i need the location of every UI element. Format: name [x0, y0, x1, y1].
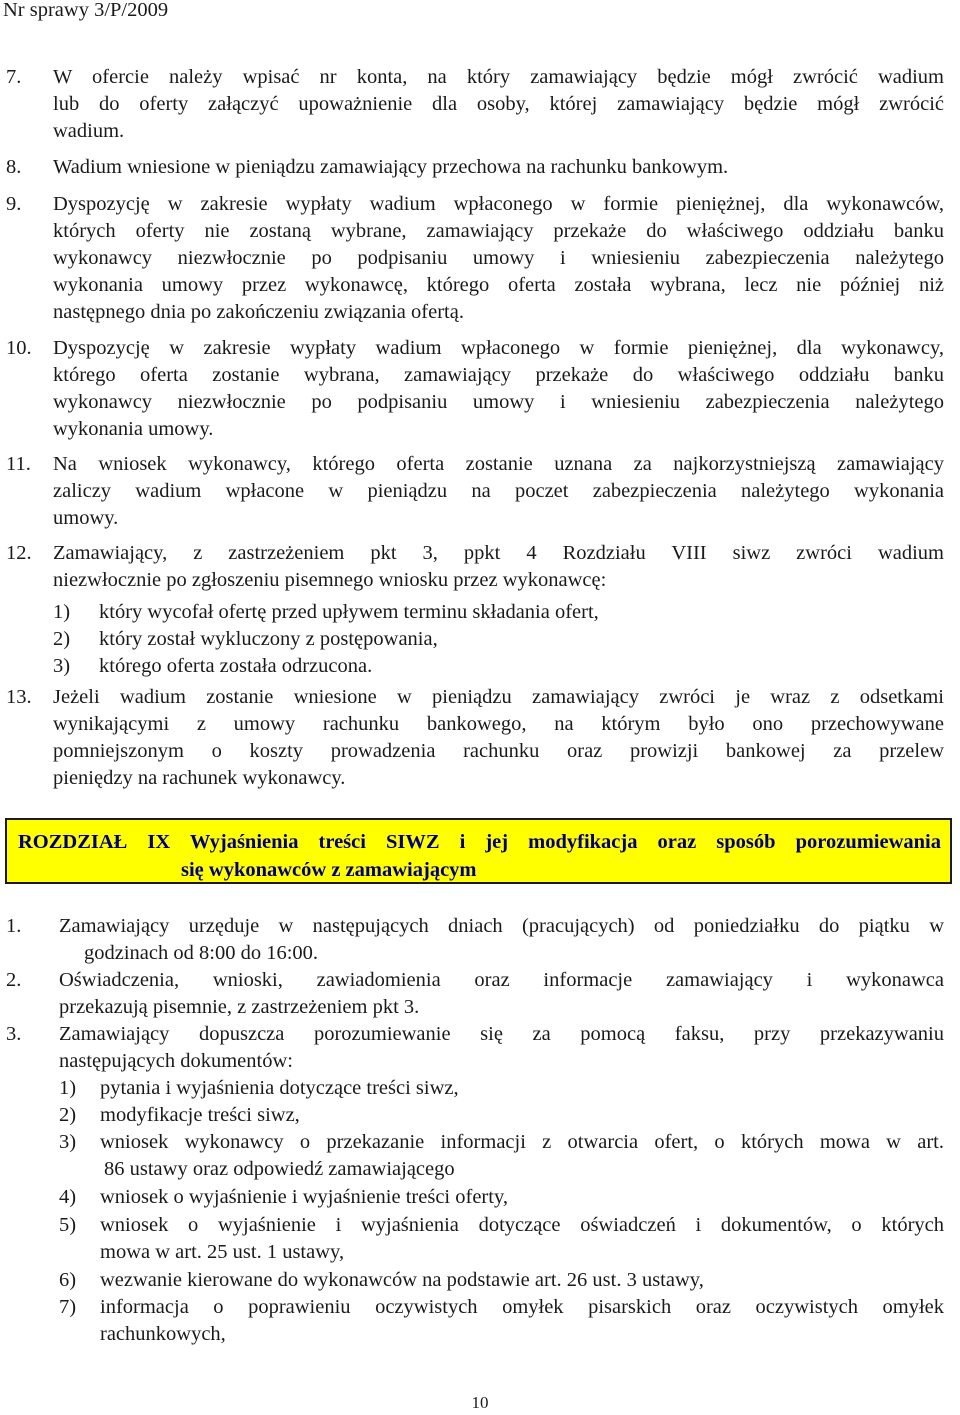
- chapter-item-3: [6, 1021, 944, 1075]
- sub-item-number: 3): [59, 1131, 77, 1153]
- sub-item-text: mowa w art. 25 ust. 1 ustawy,: [100, 1241, 345, 1263]
- item-text-line: lub do oferty załączyć upoważnienie dla osoby, której zamawiający będzie mógł zwrócić: [53, 93, 944, 115]
- sub-item-number: 1): [53, 601, 71, 623]
- sub-item-text: rachunkowych,: [100, 1323, 226, 1345]
- item-text-line: wykonania umowy przez wykonawcę, którego oferta została wybrana, lecz nie później niż: [53, 274, 944, 296]
- item-text-line: wykonawcy niezwłocznie po podpisaniu umowy i wniesieniu zabezpieczenia należytego: [53, 247, 944, 269]
- sub-item-text: wniosek wykonawcy o przekazanie informacji z otwarcia ofert, o których mowa w art.: [100, 1131, 944, 1153]
- sub-item-3-1: [59, 1075, 944, 1102]
- list-item-13: [6, 684, 944, 792]
- sub-item-text: którego oferta została odrzucona.: [99, 655, 373, 677]
- item-text-line: Dyspozycję w zakresie wypłaty wadium wpłaconego w formie pieniężnej, dla wykonawców,: [53, 193, 944, 215]
- item-number: 12.: [6, 542, 32, 564]
- item-text-line: niezwłocznie po zgłoszeniu pisemnego wniosku przez wykonawcę:: [53, 569, 607, 591]
- item-text-line: pomniejszonym o koszty prowadzenia rachunku oraz prowizji bankowej za przelew: [53, 740, 944, 762]
- list-item-10: [6, 335, 944, 443]
- item-text-line: Zamawiający dopuszcza porozumiewanie się za pomocą faksu, przy przekazywaniu: [59, 1023, 944, 1045]
- page-number: 10: [471, 1393, 489, 1412]
- chapter-heading-line: ROZDZIAŁ IX Wyjaśnienia treści SIWZ i jej modyfikacja oraz sposób porozumiewania: [18, 831, 941, 853]
- item-number: 9.: [6, 193, 22, 215]
- item-text-line: godzinach od 8:00 do 16:00.: [84, 942, 319, 964]
- sub-item-number: 2): [59, 1104, 77, 1126]
- item-text-line: umowy.: [53, 507, 119, 529]
- item-text-line: Jeżeli wadium zostanie wniesione w pieniądzu zamawiający zwróci je wraz z odsetkami: [53, 686, 944, 708]
- item-text-line: Zamawiający, z zastrzeżeniem pkt 3, ppkt 4 Rozdziału VIII siwz zwróci wadium: [53, 542, 944, 564]
- item-number: 1.: [6, 915, 22, 937]
- chapter-heading-banner: [5, 818, 952, 884]
- item-number: 13.: [6, 686, 32, 708]
- sub-item-number: 1): [59, 1077, 77, 1099]
- sub-item-3-2: [59, 1102, 944, 1129]
- item-text-line: Oświadczenia, wnioski, zawiadomienia oraz informacje zamawiający i wykonawca: [59, 969, 944, 991]
- sub-item-number: 3): [53, 655, 71, 677]
- list-item-7-cont: [53, 91, 944, 145]
- sub-item-number: 7): [59, 1296, 77, 1318]
- item-text-line: następujących dokumentów:: [59, 1050, 293, 1072]
- item-text-line: wykonania umowy.: [53, 418, 214, 440]
- sub-item-3-5: [59, 1212, 944, 1266]
- item-text-line: Dyspozycję w zakresie wypłaty wadium wpłaconego w formie pieniężnej, dla wykonawcy,: [53, 337, 944, 359]
- sub-item-text: który został wykluczony z postępowania,: [99, 628, 438, 650]
- sub-item-text: wniosek o wyjaśnienie i wyjaśnienia dotyczące oświadczeń i dokumentów, o których: [100, 1214, 944, 1236]
- item-number: 3.: [6, 1023, 22, 1045]
- item-text-line: Na wniosek wykonawcy, którego oferta zostanie uznana za najkorzystniejszą zamawiający: [53, 453, 944, 475]
- item-number: 10.: [6, 337, 32, 359]
- chapter-item-1: [6, 913, 944, 967]
- list-item-12: [6, 540, 944, 594]
- list-item-8: [6, 154, 944, 181]
- item-text-line: następnego dnia po zakończeniu związania ofertą.: [53, 301, 464, 323]
- sub-item-3-7: [59, 1294, 944, 1348]
- case-number-header: Nr sprawy 3/P/2009: [3, 0, 169, 21]
- sub-item-text: pytania i wyjaśnienia dotyczące treści siwz,: [100, 1077, 459, 1099]
- item-text-line: zaliczy wadium wpłacone w pieniądzu na poczet zabezpieczenia należytego wykonania: [53, 480, 944, 502]
- list-item-7: [6, 64, 944, 91]
- item-text-line: Wadium wniesione w pieniądzu zamawiający przechowa na rachunku bankowym.: [53, 156, 729, 178]
- chapter-heading-line: się wykonawców z zamawiającym: [181, 859, 477, 881]
- sub-item-text: modyfikacje treści siwz,: [100, 1104, 300, 1126]
- sub-item-number: 6): [59, 1269, 77, 1291]
- list-item-11: [6, 451, 944, 532]
- sub-item-text: wezwanie kierowane do wykonawców na podstawie art. 26 ust. 3 ustawy,: [100, 1269, 704, 1291]
- item-text-line: wykonawcy niezwłocznie po podpisaniu umowy i wniesieniu zabezpieczenia należytego: [53, 391, 944, 413]
- sub-item-3-6: [59, 1267, 944, 1294]
- sub-item-number: 2): [53, 628, 71, 650]
- sub-item-3-3: [59, 1129, 944, 1183]
- sub-item-text: wniosek o wyjaśnienie i wyjaśnienie treści oferty,: [100, 1186, 508, 1208]
- sub-item-text: który wycofał ofertę przed upływem terminu składania ofert,: [99, 601, 599, 623]
- sub-item-12-3: [53, 653, 943, 680]
- item-text-line: przekazują pisemnie, z zastrzeżeniem pkt 3.: [59, 996, 420, 1018]
- sub-item-3-4: [59, 1184, 944, 1211]
- item-number: 8.: [6, 156, 22, 178]
- list-item-9: [6, 191, 944, 326]
- sub-item-12-1: [53, 599, 943, 626]
- item-text-line: W ofercie należy wpisać nr konta, na który zamawiający będzie mógł zwrócić wadium: [53, 66, 944, 88]
- item-text-line: Zamawiający urzęduje w następujących dniach (pracujących) od poniedziałku do piątku w: [59, 915, 944, 937]
- item-text-line: których oferty nie zostaną wybrane, zamawiający przekaże do właściwego oddziału banku: [53, 220, 944, 242]
- item-text-line: wynikającymi z umowy rachunku bankowego, na którym było ono przechowywane: [53, 713, 944, 735]
- sub-item-text: 86 ustawy oraz odpowiedź zamawiającego: [104, 1158, 455, 1180]
- item-text-line: wadium.: [53, 120, 125, 142]
- sub-item-number: 4): [59, 1186, 77, 1208]
- item-number: 11.: [6, 453, 31, 475]
- sub-item-number: 5): [59, 1214, 77, 1236]
- item-number: 7.: [6, 66, 22, 88]
- item-text-line: którego oferta zostanie wybrana, zamawiający przekaże do właściwego oddziału banku: [53, 364, 944, 386]
- item-number: 2.: [6, 969, 22, 991]
- item-text-line: pieniędzy na rachunek wykonawcy.: [53, 767, 346, 789]
- sub-item-text: informacja o poprawieniu oczywistych omyłek pisarskich oraz oczywistych omyłek: [100, 1296, 944, 1318]
- sub-item-12-2: [53, 626, 943, 653]
- chapter-item-2: [6, 967, 944, 1021]
